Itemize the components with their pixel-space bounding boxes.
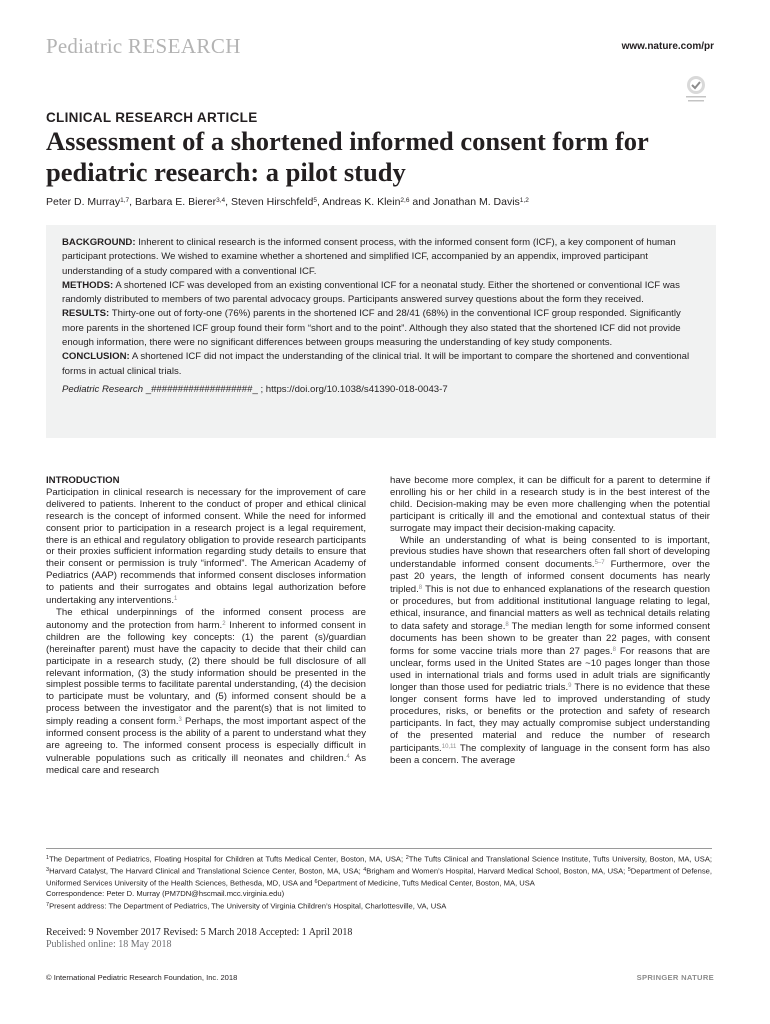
affiliation-number: 5 xyxy=(627,866,631,873)
author-affiliation-marker: 1,2 xyxy=(519,197,529,204)
published-online: Published online: 18 May 2018 xyxy=(46,938,172,950)
citation-line xyxy=(62,383,700,397)
body-paragraph: The ethical underpinnings of the informed consent process are autonomy and the protection from harm.$^2$ Inherent to informed consent in children are the following key concepts: (1) the parent (s)/guardian (hereinafter parent) must have the capacity to decide that their child can participate in a research study, (2) there should be full disclosure of all relevant information, (3) the study information should be presented in the simplest possible terms to facilitate parental understanding, (4) the decision to participate must be voluntary, and (5) informed consent should be a process between the investigator and the parent(s) that is not limited to simply reading a consent form.$^3$ Perhaps, the most important aspect of the informed consent process is the ability of a parent to understand what they are agreeing to. The informed consent process is especially difficult in vulnerable populations such as critically ill neonates and children.$^4$ As medical care and research xyxy=(46,606,366,776)
affiliation-line: $^7$Present address: The Department of Pediatrics, The University of Virginia Children’s Hospital, Charlottesville, VA, USA xyxy=(46,901,447,911)
abstract-conclusion xyxy=(62,350,700,379)
background-label: BACKGROUND: xyxy=(62,237,136,248)
author-name[interactable]: Andreas K. Klein xyxy=(322,196,401,208)
conclusion-label: CONCLUSION: xyxy=(62,351,130,363)
results-label: RESULTS: xyxy=(62,308,110,320)
author-name[interactable]: Barbara E. Bierer xyxy=(135,196,217,208)
results-text: Thirty-one out of forty-one (76%) parents in the shortened ICF and 28/41 (68%) in the conventional ICF group responded. Significantly more parents in the shortened ICF group found their form “short and to the point”. Although they also stated that the shortened ICF did not provide enough information, there were no significant differences between groups measuring the understanding of key study components. xyxy=(62,308,681,349)
article-title: Assessment of a shortened informed consent form for pediatric research: a pilot study xyxy=(46,126,649,187)
section-heading-introduction: INTRODUCTION xyxy=(46,475,120,486)
conclusion-text: A shortened ICF did not impact the understanding of the clinical trial. It will be important to compare the shortened and conventional forms in actual clinical trials. xyxy=(62,351,690,377)
journal-name-part2: RESEARCH xyxy=(127,34,241,58)
reference-link[interactable]: 5–7 xyxy=(594,560,605,567)
author-affiliation-marker: 1,7 xyxy=(120,197,130,204)
affiliation-number: 7 xyxy=(46,901,50,908)
received-revised-accepted: Received: 9 November 2017 Revised: 5 March 2018 Accepted: 1 April 2018 xyxy=(46,927,353,938)
affiliation-line: $^1$The Department of Pediatrics, Floating Hospital for Children at Tufts Medical Center, Boston, MA, USA; $^2$The Tufts Clinical and Translational Science Institute, Tufts University, Boston, MA, USA; $^3$Harvard Catalyst, The Harvard Clinical and Translational Science Center, Boston, MA, USA; $^4$Brigham and Women’s Hospital, Harvard Medical School, Boston, MA, USA; $^5$Department of Defense, Uniformed Services University of the Health Sciences, Bethesda, MD, USA and $^6$Department of Medicine, Tufts Medical Center, Boston, MA, USA xyxy=(46,854,713,888)
reference-link[interactable]: 3 xyxy=(178,717,182,724)
author-separator: and xyxy=(409,196,433,208)
author-list xyxy=(46,196,529,208)
author-name[interactable]: Peter D. Murray xyxy=(46,196,121,208)
journal-logo xyxy=(46,34,241,59)
methods-label: METHODS: xyxy=(62,279,114,291)
check-for-updates-icon[interactable] xyxy=(683,74,709,104)
reference-link[interactable]: 8 xyxy=(505,621,509,628)
body-column-left xyxy=(46,475,366,777)
article-type: CLINICAL RESEARCH ARTICLE xyxy=(46,110,258,125)
abstract-methods xyxy=(62,279,700,308)
affiliation-number: 4 xyxy=(363,866,367,873)
reference-link[interactable]: 4 xyxy=(346,753,350,760)
reference-link[interactable]: 9 xyxy=(568,683,572,690)
affiliation-number: 2 xyxy=(405,855,409,861)
reference-link[interactable]: 8 xyxy=(612,646,616,653)
author-separator: , xyxy=(129,196,135,208)
author-affiliation-marker: 3,4 xyxy=(216,197,226,204)
article-dates xyxy=(46,927,352,950)
right-column-text xyxy=(390,475,710,767)
body-paragraph: have become more complex, it can be difficult for a parent to determine if enrolling his or her child in a research study is in the best interest of the child. Decision-making may be even more challenging when the potential participant is critically ill and the emotional and contextual status of their surrogate may impact their decision-making capacity. xyxy=(390,475,710,534)
author-affiliation-marker: 2,6 xyxy=(400,197,410,204)
background-text: Inherent to clinical research is the informed consent process, with the informed consent form (ICF), a key component of human participant protections. We wished to examine whether a shortened and simplified ICF, accompanied by an appendix, improved participant understanding of a study compared with a conventional ICF. xyxy=(62,237,676,277)
affiliation-line: Correspondence: Peter D. Murray (PM7DN@hscmail.mcc.virginia.edu) xyxy=(46,889,285,899)
author-name[interactable]: Jonathan M. Davis xyxy=(432,196,520,208)
citation-journal: Pediatric Research xyxy=(62,383,144,395)
reference-link[interactable]: 10,11 xyxy=(441,743,457,750)
journal-website-link[interactable]: www.nature.com/pr xyxy=(621,41,714,52)
reference-link[interactable]: 2 xyxy=(222,620,226,627)
affiliations-block xyxy=(46,853,712,911)
abstract-background xyxy=(62,236,700,279)
citation-doi-link[interactable]: _###################_ ; https://doi.org/10.1038/s41390-018-0043-7 xyxy=(143,383,448,395)
left-column-text xyxy=(46,487,366,777)
copyright-notice: © International Pediatric Research Foundation, Inc. 2018 xyxy=(46,973,238,982)
body-column-right xyxy=(390,475,710,767)
methods-text: A shortened ICF was developed from an existing conventional ICF for a neonatal study. Either the shortened or conventional ICF was randomly distributed to members of two parental advocacy groups. Participants answered survey questions about the form they received. xyxy=(62,279,680,306)
abstract-box xyxy=(46,225,716,438)
author-affiliation-marker: 5 xyxy=(313,197,317,204)
journal-name-part1: Pediatric xyxy=(46,34,123,58)
affiliation-number: 6 xyxy=(314,878,318,885)
abstract-results xyxy=(62,307,700,350)
author-separator: , xyxy=(316,196,323,208)
affiliation-number: 1 xyxy=(46,855,50,861)
body-paragraph: Participation in clinical research is necessary for the improvement of care delivered to patients. Inherent to the conduct of proper and ethical clinical research is the concept of informed consent. While the need for informed consent prior to participation in a research project is a legal requirement, there is an ethical and regulatory obligation to provide research participants or their proxies sufficient information regarding study details to ensure that their consent or permission is truly “informed”. The American Academy of Pediatrics (AAP) recommends that informed consent discloses information to patients and their surrogates and obtains legal authorization before undertaking any interventions.$^1$ xyxy=(46,486,366,607)
reference-link[interactable]: 1 xyxy=(174,596,178,603)
reference-link[interactable]: 8 xyxy=(418,585,423,592)
footnote-divider xyxy=(46,848,712,849)
publisher-logo: SPRINGER NATURE xyxy=(636,973,714,982)
author-name[interactable]: Steven Hirschfeld xyxy=(231,196,314,208)
author-separator: , xyxy=(225,196,232,208)
affiliation-number: 3 xyxy=(46,866,50,873)
body-paragraph: While an understanding of what is being consented to is important, previous studies have shown that researchers often fall short of developing understandable informed consent documents.$^{5-7}$ Furthermore, over the past 20 years, the length of informed consent documents has nearly tripled.$^8$ This is not due to enhanced explanations of the research question or procedures, but from additional institutional language relating to legal, ethical, insurance, and financial matters as well as technical details relating to data safety and storage.$^8$ The median length for some informed consent documents has been shown to be greater than 22 pages, with consent forms for some vaccine trials more than 27 pages.$^8$ For reasons that are unclear, forms used in the United States are ~10 pages longer than those used in international trials and forms used in adult trials are significantly longer than those used for pediatric trials.$^9$ There is no evidence that these longer consent forms have led to improved understanding of study procedures, risks, or benefits or the protection and safety of research participants. In fact, they may actually compromise subject understanding of the presented material and reduce the number of research participants.$^{10,11}$ The complexity of language in the consent form has also been a concern. The average xyxy=(390,534,710,766)
